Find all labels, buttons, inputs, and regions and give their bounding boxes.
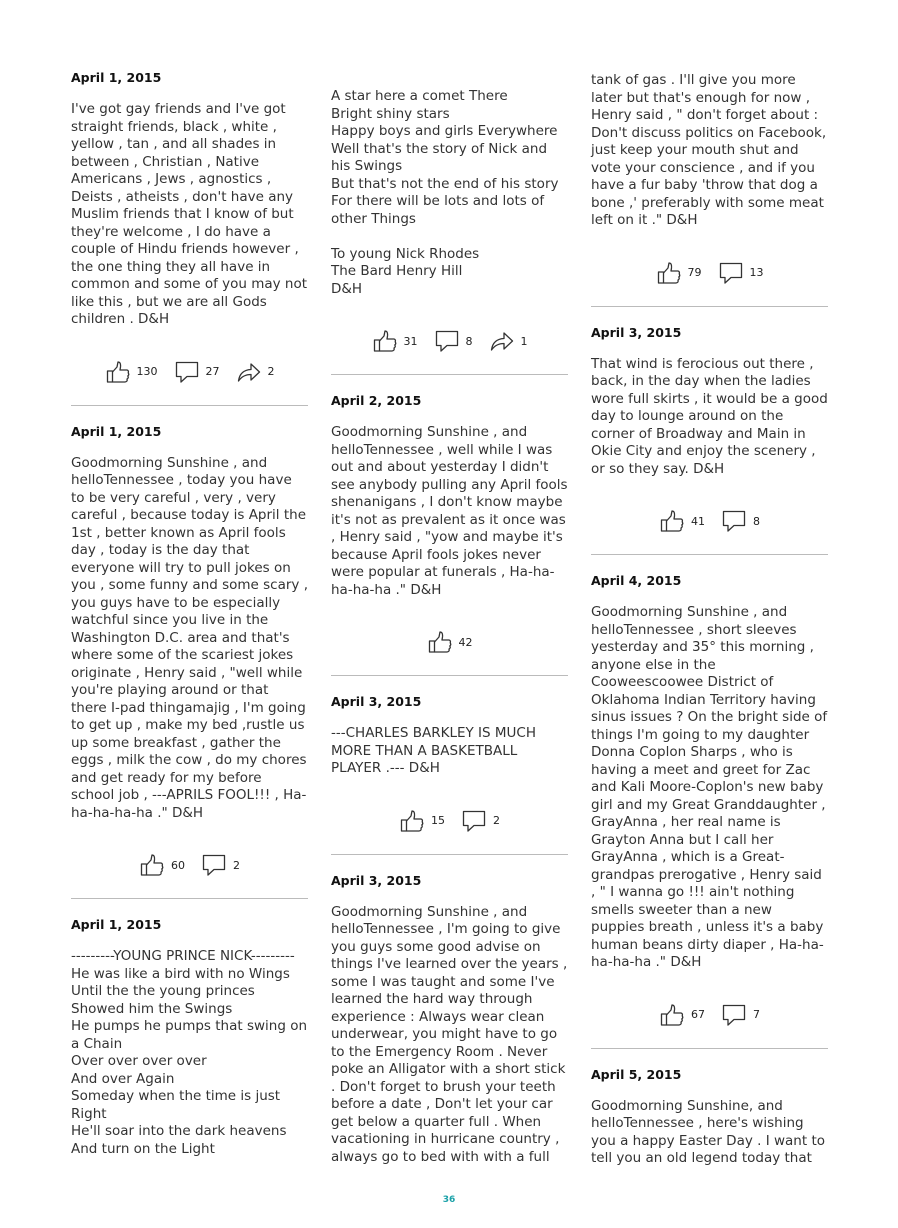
like-stat[interactable] (139, 852, 185, 878)
like-stat[interactable] (399, 808, 445, 834)
thumbs-up-icon[interactable] (139, 852, 171, 878)
post (591, 573, 828, 1049)
column-1 (71, 66, 308, 1158)
thumbs-up-icon[interactable] (427, 629, 459, 655)
like-stat[interactable] (372, 328, 418, 354)
page-number: 36 (442, 1195, 456, 1205)
like-stat[interactable] (105, 359, 158, 385)
post (331, 873, 568, 1167)
comment-stat[interactable] (461, 808, 500, 834)
like-stat[interactable] (427, 629, 473, 655)
share-stat[interactable] (489, 328, 528, 354)
like-count: 42 (458, 635, 473, 649)
post-date: April 3, 2015 (331, 872, 422, 888)
post-body: Goodmorning Sunshine , and helloTennessee , well while I was out and about yesterday I didn't see anybody pulling any April fools shenanigans , I don't know maybe it's not as prevalent as it once was , Henry said , "yow and maybe it's because April fools jokes never were popular at funerals , Ha-ha-ha-ha-ha ." D&H (331, 424, 568, 598)
post-body: Goodmorning Sunshine , and helloTennessee , short sleeves yesterday and 35° this morning , anyone else in the Cooweescoowee District of Oklahoma Indian Territory having sinus issues ? On the bright side of things I'm going to my daughter Donna Coplon Sharps , who is having a meet and greet for Zac and Kali Moore-Coplon's new baby girl and my Great Granddaughter , GrayAnna , her real name is Grayton Anna but I call her GrayAnna , which is a Great-grandpas prerogative , Henry said , " I wanna go !!! ain't nothing smells sweeter than a new puppies breath , unless it's a baby human beans dirty diaper , Ha-ha-ha-ha-ha ." D&H (591, 604, 828, 970)
comment-stat[interactable] (721, 508, 760, 534)
thumbs-up-icon[interactable] (656, 260, 688, 286)
post-body: tank of gas . I'll give you more later but that's enough for now , Henry said , " don't forget about : Don't discuss politics on Facebook, just keep your mouth shut and vote your conscience , and if you have a fur baby 'throw that dog a bone ,' preferably with some meat left on it ." D&H (591, 72, 827, 228)
comment-bubble-icon[interactable] (718, 260, 750, 286)
post-divider (591, 1048, 828, 1049)
comment-count: 27 (205, 365, 220, 378)
comment-count: 2 (233, 858, 240, 872)
comment-bubble-icon[interactable] (174, 359, 206, 385)
comment-stat[interactable] (718, 260, 764, 286)
share-count: 2 (267, 365, 275, 378)
thumbs-up-icon[interactable] (105, 359, 137, 385)
post (591, 325, 828, 556)
share-stat[interactable] (236, 359, 275, 385)
post (71, 424, 308, 900)
post-body: Goodmorning Sunshine , and helloTennessee , I'm going to give you guys some good advise on things I've learned over the years , some I was taught and some I've learned the hard way through experience : Always wear clean underwear, you might have to go to the Emergency Room . Never poke an Alligator with a short stick . Don't forget to brush your teeth before a date , Don't let your car get below a quarter full . When vacationing in hurricane country , always go to bed with with a full (331, 903, 568, 1165)
post (591, 1067, 828, 1168)
post (331, 88, 568, 375)
post-divider (591, 554, 828, 555)
like-count: 60 (171, 858, 185, 872)
like-stat[interactable] (659, 1002, 705, 1028)
share-arrow-icon[interactable] (236, 359, 268, 385)
share-count: 1 (520, 334, 528, 348)
post-divider (331, 374, 568, 375)
post-stats (331, 629, 568, 655)
post-stats (591, 1002, 828, 1028)
like-count: 79 (687, 266, 702, 279)
comment-count: 13 (749, 266, 764, 279)
post-stats (591, 260, 828, 286)
post-divider (591, 306, 828, 307)
post-body: Goodmorning Sunshine , and helloTennessee , today you have to be very careful , very , very careful , because today is April the 1st , better known as April fools day , today is the day that everyone will try to pull jokes on you , some funny and some scary , you guys have to be especially watchful since you live in the Washington D.C. area and that's where some of the scariest jokes originate , Henry said , "well while you're playing around or that there I-pad thingamajig , I'm going to get up , make my bed ,rustle us up some breakfast , gather the eggs , milk the cow , do my chores and get ready for my before school job , ---APRILS FOOL!!! , Ha-ha-ha-ha-ha ." D&H (71, 454, 309, 821)
post-body: I've got gay friends and I've got straight friends, black , white , yellow , tan , and all shades in between , Christian , Native Americans , Jews , agnostics , Deists , atheists , don't have any Muslim friends that I know of but they're welcome , I do have a couple of Hindu friends however , the one thing they all have in common and some of you may not like this , but we are all Gods children . D&H (71, 101, 308, 327)
comment-stat[interactable] (434, 328, 473, 354)
comment-count: 8 (753, 514, 760, 528)
comment-count: 8 (465, 334, 473, 348)
comment-stat[interactable] (201, 852, 240, 878)
post-divider (71, 898, 308, 899)
column-3 (591, 72, 828, 1168)
post (71, 917, 308, 1158)
like-count: 15 (431, 814, 445, 827)
comment-stat[interactable] (721, 1002, 760, 1028)
post-divider (331, 675, 568, 676)
post-divider (331, 854, 568, 855)
comment-bubble-icon[interactable] (721, 1002, 753, 1028)
post-stats (591, 508, 828, 534)
like-count: 130 (136, 365, 158, 378)
like-count: 67 (691, 1008, 705, 1021)
post-body: That wind is ferocious out there , back, in the day when the ladies wore full skirts , it would be a good day to lounge around on the corner of Broadway and Main in Okie City and enjoy the scenery , or so they say. D&H (591, 355, 828, 477)
thumbs-up-icon[interactable] (659, 1002, 691, 1028)
post-body: ---CHARLES BARKLEY IS MUCH MORE THAN A BASKETBALL PLAYER .--- D&H (331, 725, 536, 776)
comment-bubble-icon[interactable] (201, 852, 233, 878)
post-date: April 2, 2015 (331, 393, 422, 408)
post-stats (71, 852, 308, 878)
post-date: April 3, 2015 (331, 694, 422, 709)
like-stat[interactable] (659, 508, 705, 534)
thumbs-up-icon[interactable] (659, 508, 691, 534)
like-stat[interactable] (656, 260, 702, 286)
thumbs-up-icon[interactable] (399, 808, 431, 834)
thumbs-up-icon[interactable] (372, 328, 404, 354)
post-date: April 4, 2015 (591, 573, 682, 588)
post-date: April 3, 2015 (591, 324, 682, 340)
post (71, 70, 308, 406)
post (331, 393, 568, 676)
post-divider (71, 405, 308, 406)
comment-bubble-icon[interactable] (461, 808, 493, 834)
post-body: A star here a comet There Bright shiny stars Happy boys and girls Everywhere Well that's the story of Nick and his Swings But that's not the end of his story For there will be lots and lots of other Things To young Nick Rhodes The Bard Henry Hill D&H (331, 88, 559, 297)
comment-count: 2 (493, 814, 500, 827)
post-stats (331, 808, 568, 834)
comment-count: 7 (753, 1008, 760, 1021)
post-body: Goodmorning Sunshine, and helloTennessee , here's wishing you a happy Easter Day . I want to tell you an old legend today that (591, 1097, 825, 1166)
post-stats (71, 359, 308, 385)
post-date: April 5, 2015 (591, 1066, 682, 1082)
post-stats (331, 328, 568, 354)
comment-bubble-icon[interactable] (721, 508, 753, 534)
comment-bubble-icon[interactable] (434, 328, 466, 354)
column-2 (331, 88, 568, 1166)
share-arrow-icon[interactable] (489, 328, 521, 354)
post (331, 694, 568, 855)
post (591, 72, 828, 307)
like-count: 31 (403, 334, 418, 348)
post-date: April 1, 2015 (71, 917, 162, 932)
post-date: April 1, 2015 (71, 423, 162, 439)
post-date: April 1, 2015 (71, 70, 162, 85)
post-body: ---------YOUNG PRINCE NICK--------- He was like a bird with no Wings Until the the young princes Showed him the Swings He pumps he pumps that swing on a Chain Over over over over And over Again Someday when the time is just Right He'll soar into the dark heavens And turn on the Light (71, 948, 308, 1157)
like-count: 41 (691, 514, 705, 528)
comment-stat[interactable] (174, 359, 220, 385)
